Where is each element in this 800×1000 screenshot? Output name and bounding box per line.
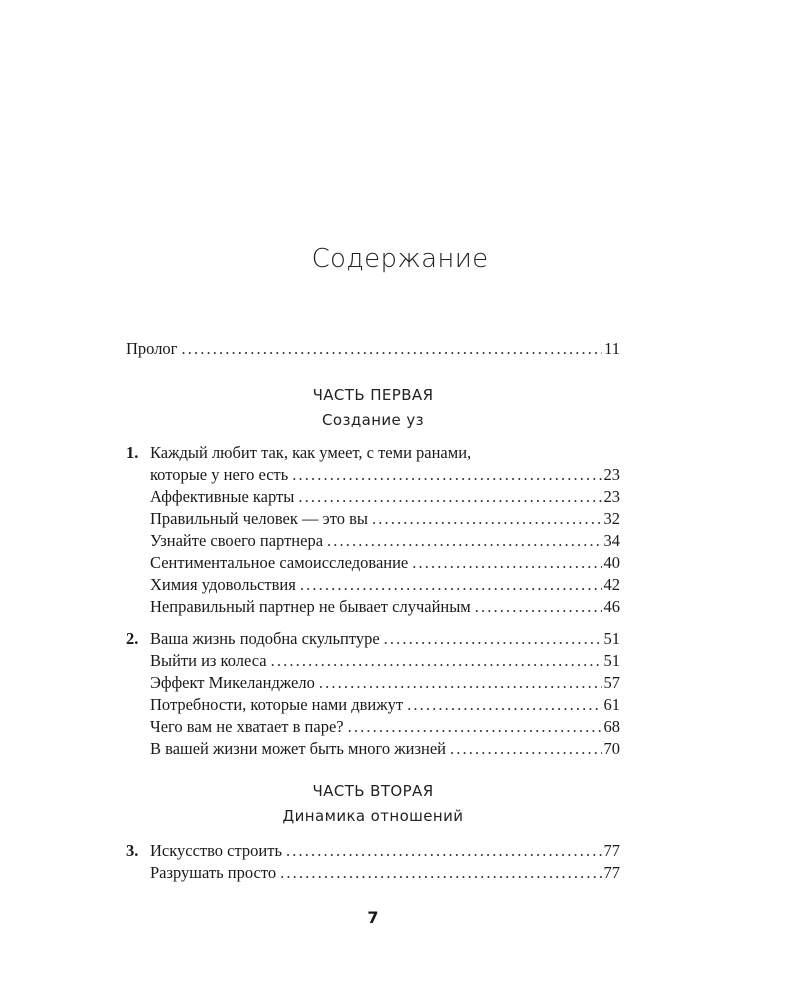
- toc-entry[interactable]: [150, 716, 620, 737]
- dot-leader: [298, 486, 601, 507]
- toc-entry-page: 23: [603, 465, 620, 484]
- toc-entry[interactable]: [150, 650, 620, 671]
- toc-entry-text: В вашей жизни может быть много жизней: [150, 739, 446, 758]
- part-one-subtitle: Создание уз: [322, 411, 424, 429]
- toc-entry-text: Узнайте своего партнера: [150, 531, 324, 550]
- toc-entry-page: 77: [603, 863, 620, 882]
- toc-entry-chapter-2[interactable]: [150, 628, 620, 649]
- dot-leader: [450, 738, 602, 759]
- toc-entry-page: 23: [603, 487, 620, 506]
- toc-entry-text: Химия удовольствия: [150, 575, 296, 594]
- toc-entry-page: 11: [604, 339, 620, 358]
- dot-leader: [286, 840, 602, 861]
- dot-leader: [319, 672, 602, 693]
- toc-entry-page: 77: [603, 841, 620, 860]
- toc-entry[interactable]: [150, 694, 620, 715]
- chapter-number: 1.: [126, 443, 139, 462]
- toc-entry-text: Аффективные карты: [150, 487, 295, 506]
- toc-entry-text: Эффект Микеланджело: [150, 673, 315, 692]
- toc-entry[interactable]: [150, 862, 620, 883]
- toc-entry-text: Потребности, которые нами движут: [150, 695, 404, 714]
- toc-entry-page: 40: [603, 553, 620, 572]
- toc-entry-page: 57: [603, 673, 620, 692]
- toc-entry-text: Пролог: [126, 339, 178, 358]
- toc-entry-text: Искусство строить: [150, 841, 282, 860]
- toc-entry-page: 51: [603, 629, 620, 648]
- toc-entry[interactable]: [150, 486, 620, 507]
- chapter-number: 2.: [126, 629, 139, 648]
- dot-leader: [292, 464, 601, 485]
- chapter-number: 3.: [126, 841, 139, 860]
- dot-leader: [327, 530, 601, 551]
- dot-leader: [181, 338, 602, 359]
- toc-entry[interactable]: [150, 738, 620, 759]
- toc-entry-chapter-3[interactable]: [150, 840, 620, 861]
- dot-leader: [271, 650, 602, 671]
- toc-entry-page: 42: [603, 575, 620, 594]
- toc-entry-text: Правильный человек — это вы: [150, 509, 368, 528]
- page-number: 7: [367, 908, 379, 927]
- toc-entry[interactable]: [150, 672, 620, 693]
- toc-entry-text: Чего вам не хватает в паре?: [150, 717, 344, 736]
- toc-entry-text: Выйти из колеса: [150, 651, 267, 670]
- toc-entry[interactable]: [150, 530, 620, 551]
- chapter-title-line[interactable]: [150, 442, 620, 463]
- toc-entry[interactable]: [150, 574, 620, 595]
- toc-entry-text: Ваша жизнь подобна скульптуре: [150, 629, 380, 648]
- toc-entry-page: 61: [603, 695, 620, 714]
- dot-leader: [280, 862, 601, 883]
- dot-leader: [384, 628, 602, 649]
- dot-leader: [348, 716, 602, 737]
- toc-entry-prologue[interactable]: [126, 338, 620, 359]
- toc-entry-text: которые у него есть: [150, 465, 289, 484]
- toc-entry-page: 70: [603, 739, 620, 758]
- toc-entry-page: 32: [603, 509, 620, 528]
- toc-entry-page: 68: [603, 717, 620, 736]
- toc-entry-text: Разрушать просто: [150, 863, 277, 882]
- part-two-subtitle: Динамика отношений: [282, 807, 464, 825]
- part-two-label: ЧАСТЬ ВТОРАЯ: [312, 782, 434, 800]
- toc-entry[interactable]: [150, 508, 620, 529]
- dot-leader: [372, 508, 602, 529]
- toc-entry-page: 46: [603, 597, 620, 616]
- chapter-title-text: Каждый любит так, как умеет, с теми ранами,: [150, 443, 472, 462]
- toc-entry-text: Неправильный партнер не бывает случайным: [150, 597, 471, 616]
- dot-leader: [475, 596, 602, 617]
- part-one-label: ЧАСТЬ ПЕРВАЯ: [312, 386, 434, 404]
- toc-entry-chapter-1[interactable]: [150, 464, 620, 485]
- dot-leader: [412, 552, 601, 573]
- toc-entry[interactable]: [150, 596, 620, 617]
- toc-entry-page: 51: [603, 651, 620, 670]
- dot-leader: [300, 574, 602, 595]
- toc-entry[interactable]: [150, 552, 620, 573]
- toc-entry-page: 34: [603, 531, 620, 550]
- dot-leader: [407, 694, 601, 715]
- toc-entry-text: Сентиментальное самоисследование: [150, 553, 409, 572]
- page-title: Содержание: [311, 244, 489, 274]
